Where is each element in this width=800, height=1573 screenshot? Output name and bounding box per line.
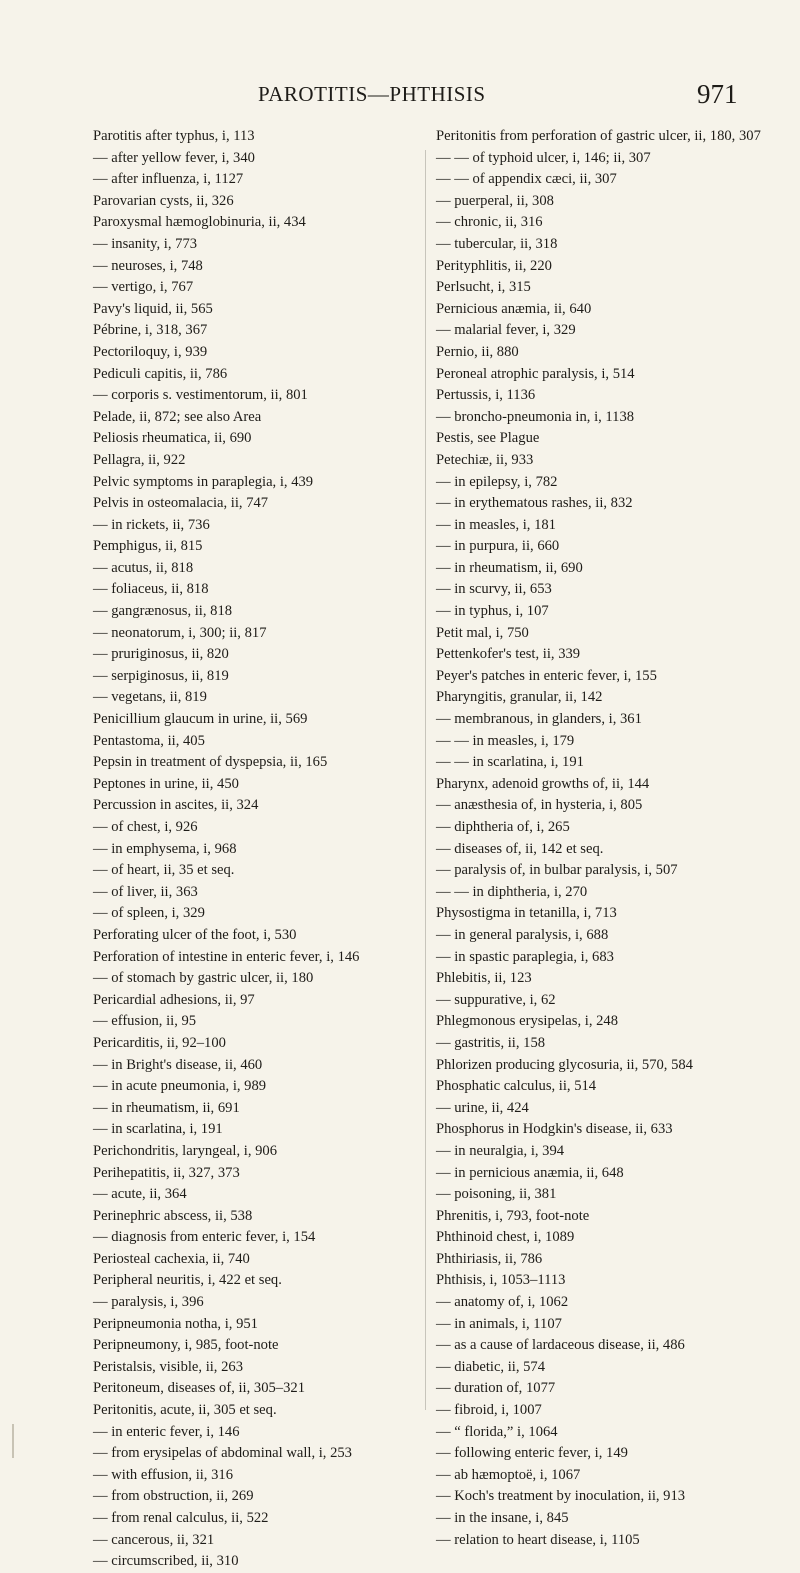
index-entry: Parotitis after typhus, i, 113 [93,128,255,144]
index-entry: — corporis s. vestimentorum, ii, 801 [93,387,308,404]
index-entry: Petit mal, i, 750 [436,624,529,641]
index-entry: Phthiriasis, ii, 786 [436,1250,543,1267]
index-entry: — in spastic paraplegia, i, 683 [436,948,614,965]
index-entry: — — in scarlatina, i, 191 [436,754,584,771]
index-entry: Penicillium glaucum in urine, ii, 569 [93,711,308,728]
index-entry: — from obstruction, ii, 269 [93,1488,254,1505]
index-entry: Pelade, ii, 872; see also Area [93,408,262,425]
index-entry: — Koch's treatment by inoculation, ii, 913 [436,1488,686,1505]
index-entry: — neonatorum, i, 300; ii, 817 [93,624,267,641]
index-entry: — diabetic, ii, 574 [436,1358,546,1375]
index-entry: Perinephric abscess, ii, 538 [93,1207,253,1224]
index-entry: Peripneumonia notha, i, 951 [93,1315,258,1332]
index-entry: — — in diphtheria, i, 270 [436,883,588,900]
index-entry: Pernio, ii, 880 [436,343,519,360]
index-entry: Pentastoma, ii, 405 [93,732,205,749]
index-entry: — diphtheria of, i, 265 [436,819,570,835]
index-entry: — — of typhoid ulcer, i, 146; ii, 307 [436,149,651,166]
index-column-right [436,126,771,1551]
index-entry: — malarial fever, i, 329 [436,322,576,339]
index-entry: — insanity, i, 773 [93,235,198,252]
index-entry: Pellagra, ii, 922 [93,451,186,468]
index-entry: — neuroses, i, 748 [93,257,203,274]
index-entry: Pertussis, i, 1136 [436,387,536,404]
index-entry: — — of appendix cæci, ii, 307 [436,171,617,188]
index-entry: Pemphigus, ii, 815 [93,538,203,555]
index-entry: — in acute pneumonia, i, 989 [93,1078,267,1095]
index-entry: — following enteric fever, i, 149 [436,1445,628,1462]
index-entry: — in animals, i, 1107 [436,1315,562,1332]
index-entry: — with effusion, ii, 316 [93,1466,233,1483]
index-entry: — cancerous, ii, 321 [93,1531,215,1548]
index-entry: — gastritis, ii, 158 [436,1034,546,1051]
index-entry: — of heart, ii, 35 et seq. [93,862,235,879]
index-entry: Pavy's liquid, ii, 565 [93,300,213,317]
index-entry: — relation to heart disease, i, 1105 [436,1531,640,1548]
index-entry: — in scurvy, ii, 653 [436,581,552,598]
index-column-left [93,126,423,1573]
index-entry: Phosphorus in Hodgkin's disease, ii, 633 [436,1121,673,1138]
index-entry: Phlebitis, ii, 123 [436,970,532,987]
index-entry: — poisoning, ii, 381 [436,1186,557,1203]
index-entry: — in rheumatism, ii, 691 [93,1099,240,1116]
index-entry: — of chest, i, 926 [93,819,198,835]
index-entry: Pettenkofer's test, ii, 339 [436,646,581,663]
index-entry: Peptones in urine, ii, 450 [93,775,239,792]
index-entry: Pectoriloquy, i, 939 [93,343,208,360]
index-entry: — ab hæmoptoë, i, 1067 [436,1466,581,1483]
index-entry: — circumscribed, ii, 310 [93,1553,239,1570]
index-entry: — after influenza, i, 1127 [93,171,244,188]
index-entry: Physostigma in tetanilla, i, 713 [436,905,617,922]
index-entry: Pharynx, adenoid growths of, ii, 144 [436,775,650,792]
index-entry: Peritonitis from perforation of gastric ulcer, ii, 180, 307 [436,128,761,144]
index-entry: Parovarian cysts, ii, 326 [93,192,234,209]
index-entry: — diagnosis from enteric fever, i, 154 [93,1229,316,1246]
index-entry: — in measles, i, 181 [436,516,556,533]
index-entry: — in rheumatism, ii, 690 [436,559,583,576]
index-entry: Petechiæ, ii, 933 [436,451,534,468]
index-entry: — in neuralgia, i, 394 [436,1142,565,1159]
index-entry: — gangrænosus, ii, 818 [93,603,233,620]
index-entry: Pharyngitis, granular, ii, 142 [436,689,603,706]
index-entry: — diseases of, ii, 142 et seq. [436,840,604,857]
running-title: PAROTITIS—PHTHISIS [258,82,486,106]
index-entry: Phthinoid chest, i, 1089 [436,1229,575,1246]
index-entry: Peritonitis, acute, ii, 305 et seq. [93,1402,277,1419]
index-entry: — foliaceus, ii, 818 [93,581,209,598]
index-entry: Peripheral neuritis, i, 422 et seq. [93,1272,282,1289]
index-entry: Pébrine, i, 318, 367 [93,322,208,339]
index-entry: — broncho-pneumonia in, i, 1138 [436,408,635,425]
index-entry: Phlorizen producing glycosuria, ii, 570, 584 [436,1056,693,1073]
index-entry: Peroneal atrophic paralysis, i, 514 [436,365,635,382]
index-entry: — in epilepsy, i, 782 [436,473,558,490]
index-entry: Perforation of intestine in enteric fever, i, 146 [93,948,360,965]
index-entry: — in typhus, i, 107 [436,603,549,620]
index-entry: — in general paralysis, i, 688 [436,926,609,943]
index-entry: — of stomach by gastric ulcer, ii, 180 [93,970,314,987]
index-entry: Pelvis in osteomalacia, ii, 747 [93,495,269,512]
page-header [0,79,800,112]
index-entry: — membranous, in glanders, i, 361 [436,711,642,728]
index-entry: — in scarlatina, i, 191 [93,1121,223,1138]
index-entry: Phosphatic calculus, ii, 514 [436,1078,597,1095]
index-entry: — from renal calculus, ii, 522 [93,1510,269,1526]
index-entry: — suppurative, i, 62 [436,991,556,1008]
index-entry: — “ florida,” i, 1064 [436,1423,558,1440]
index-entry: Pepsin in treatment of dyspepsia, ii, 165 [93,754,328,771]
index-entry: — acutus, ii, 818 [93,559,194,576]
index-entry: Perihepatitis, ii, 327, 373 [93,1164,240,1181]
index-entry: Pelvic symptoms in paraplegia, i, 439 [93,473,314,490]
index-entry: — after yellow fever, i, 340 [93,149,255,166]
index-entry: — paralysis, i, 396 [93,1294,204,1311]
index-entry: — anæsthesia of, in hysteria, i, 805 [436,797,643,814]
index-entry: — in Bright's disease, ii, 460 [93,1056,263,1073]
scan-edge-mark [12,1424,14,1458]
index-entry: Pericardial adhesions, ii, 97 [93,991,255,1008]
index-entry: Pediculi capitis, ii, 786 [93,365,228,382]
index-entry: Peripneumony, i, 985, foot-note [93,1337,279,1354]
index-entry: Periosteal cachexia, ii, 740 [93,1250,250,1267]
index-entry: Pernicious anæmia, ii, 640 [436,300,592,317]
index-entry: — pruriginosus, ii, 820 [93,646,229,663]
index-entry: — of spleen, i, 329 [93,905,205,922]
index-entry: — puerperal, ii, 308 [436,192,554,209]
index-entry: Phrenitis, i, 793, foot-note [436,1207,590,1224]
index-entry: — in the insane, i, 845 [436,1510,569,1526]
index-entry: Perforating ulcer of the foot, i, 530 [93,926,297,943]
index-entry: — vertigo, i, 767 [93,279,194,296]
column-divider [425,150,426,1410]
index-entry: — in rickets, ii, 736 [93,516,210,533]
index-entry: Perityphlitis, ii, 220 [436,257,552,274]
index-entry: — duration of, 1077 [436,1380,556,1397]
index-entry: Peliosis rheumatica, ii, 690 [93,430,252,447]
index-entry: — in erythematous rashes, ii, 832 [436,495,633,512]
index-entry: — in emphysema, i, 968 [93,840,237,857]
index-entry: — anatomy of, i, 1062 [436,1294,569,1311]
index-entry: Paroxysmal hæmoglobinuria, ii, 434 [93,214,306,231]
index-entry: — urine, ii, 424 [436,1099,529,1116]
index-entry: Pericarditis, ii, 92–100 [93,1034,226,1051]
index-entry: — as a cause of lardaceous disease, ii, 486 [436,1337,685,1354]
index-entry: — tubercular, ii, 318 [436,235,558,252]
index-entry: Perichondritis, laryngeal, i, 906 [93,1142,278,1159]
index-entry: — in purpura, ii, 660 [436,538,560,555]
index-entry: Pestis, see Plague [436,430,540,447]
index-entry: Perlsucht, i, 315 [436,279,531,296]
index-entry: — effusion, ii, 95 [93,1013,197,1030]
page-number: 971 [697,79,738,109]
index-entry: Peyer's patches in enteric fever, i, 155 [436,667,657,684]
index-entry: — chronic, ii, 316 [436,214,543,231]
index-entry: — fibroid, i, 1007 [436,1402,542,1419]
index-entry: — acute, ii, 364 [93,1186,187,1203]
index-entry: Phthisis, i, 1053–1113 [436,1272,566,1289]
index-entry: — in pernicious anæmia, ii, 648 [436,1164,624,1181]
index-entry: — serpiginosus, ii, 819 [93,667,229,684]
index-entry: Percussion in ascites, ii, 324 [93,797,259,814]
index-entry: Peristalsis, visible, ii, 263 [93,1358,243,1375]
index-entry: — paralysis of, in bulbar paralysis, i, 507 [436,862,678,879]
index-entry: — of liver, ii, 363 [93,883,198,900]
index-entry: Phlegmonous erysipelas, i, 248 [436,1013,619,1030]
index-entry: — — in measles, i, 179 [436,732,575,749]
index-entry: — in enteric fever, i, 146 [93,1423,240,1440]
index-entry: — vegetans, ii, 819 [93,689,207,706]
index-entry: — from erysipelas of abdominal wall, i, 253 [93,1445,352,1462]
index-entry: Peritoneum, diseases of, ii, 305–321 [93,1380,305,1397]
